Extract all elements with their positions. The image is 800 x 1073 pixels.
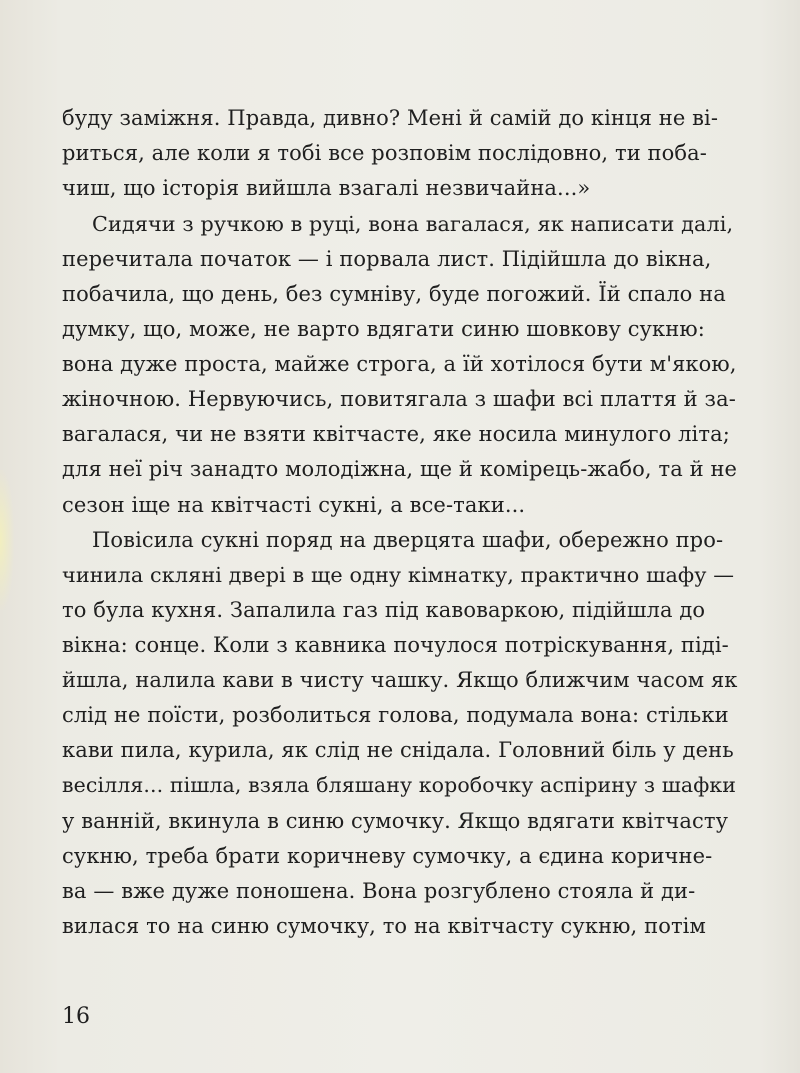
text-line: для неї річ занадто молодіжна, ще й комірець-жабо, та й не [62,457,738,481]
text-line: чиш, що історія вийшла взагалі незвичайна...» [62,176,591,200]
text-line: ва — вже дуже поношена. Вона розгублено стояла й ди- [62,879,696,903]
text-line: буду заміжня. Правда, дивно? Мені й самій до кінця не ві- [62,106,719,130]
text-line: риться, але коли я тобі все розповім послідовно, ти поба- [62,141,707,165]
text-line: сезон іще на квітчасті сукні, а все-таки... [62,493,526,517]
text-line: кави пила, курила, як слід не снідала. Головний біль у день [62,738,734,762]
text-line: вікна: сонце. Коли з кавника почулося потріскування, піді- [62,633,729,657]
page-number: 16 [62,1004,90,1029]
text-line: сукню, треба брати коричневу сумочку, а єдина коричне- [62,844,713,868]
text-line: вагалася, чи не взяти квітчасте, яке носила минулого літа; [62,422,730,446]
page-edge-shadow [0,470,14,610]
text-line: слід не поїсти, розболиться голова, подумала вона: стільки [62,703,729,727]
text-line: вона дуже проста, майже строга, а їй хотілося бути м'якою, [62,352,737,376]
text-line: жіночною. Нервуючись, повитягала з шафи всі плаття й за- [62,387,736,411]
text-line: перечитала початок — і порвала лист. Підійшла до вікна, [62,247,712,271]
text-line: чинила скляні двері в ще одну кімнатку, практично шафу — [62,563,735,587]
text-line: думку, що, може, не варто вдягати синю шовкову сукню: [62,317,705,341]
paragraph-start-line: Повісила сукні поряд на дверцята шафи, обережно про- [92,528,724,552]
paragraph-start-line: Сидячи з ручкою в руці, вона вагалася, як написати далі, [92,212,734,236]
text-line: вилася то на синю сумочку, то на квітчасту сукню, потім [62,914,706,938]
text-line: йшла, налила кави в чисту чашку. Якщо ближчим часом як [62,668,738,692]
text-line: побачила, що день, без сумніву, буде погожий. Їй спало на [62,282,726,306]
text-line: весілля... пішла, взяла бляшану коробочку аспірину з шафки [62,773,737,797]
text-line: у ванній, вкинула в синю сумочку. Якщо вдягати квітчасту [62,809,729,833]
text-line: то була кухня. Запалила газ під кавоваркою, підійшла до [62,598,706,622]
